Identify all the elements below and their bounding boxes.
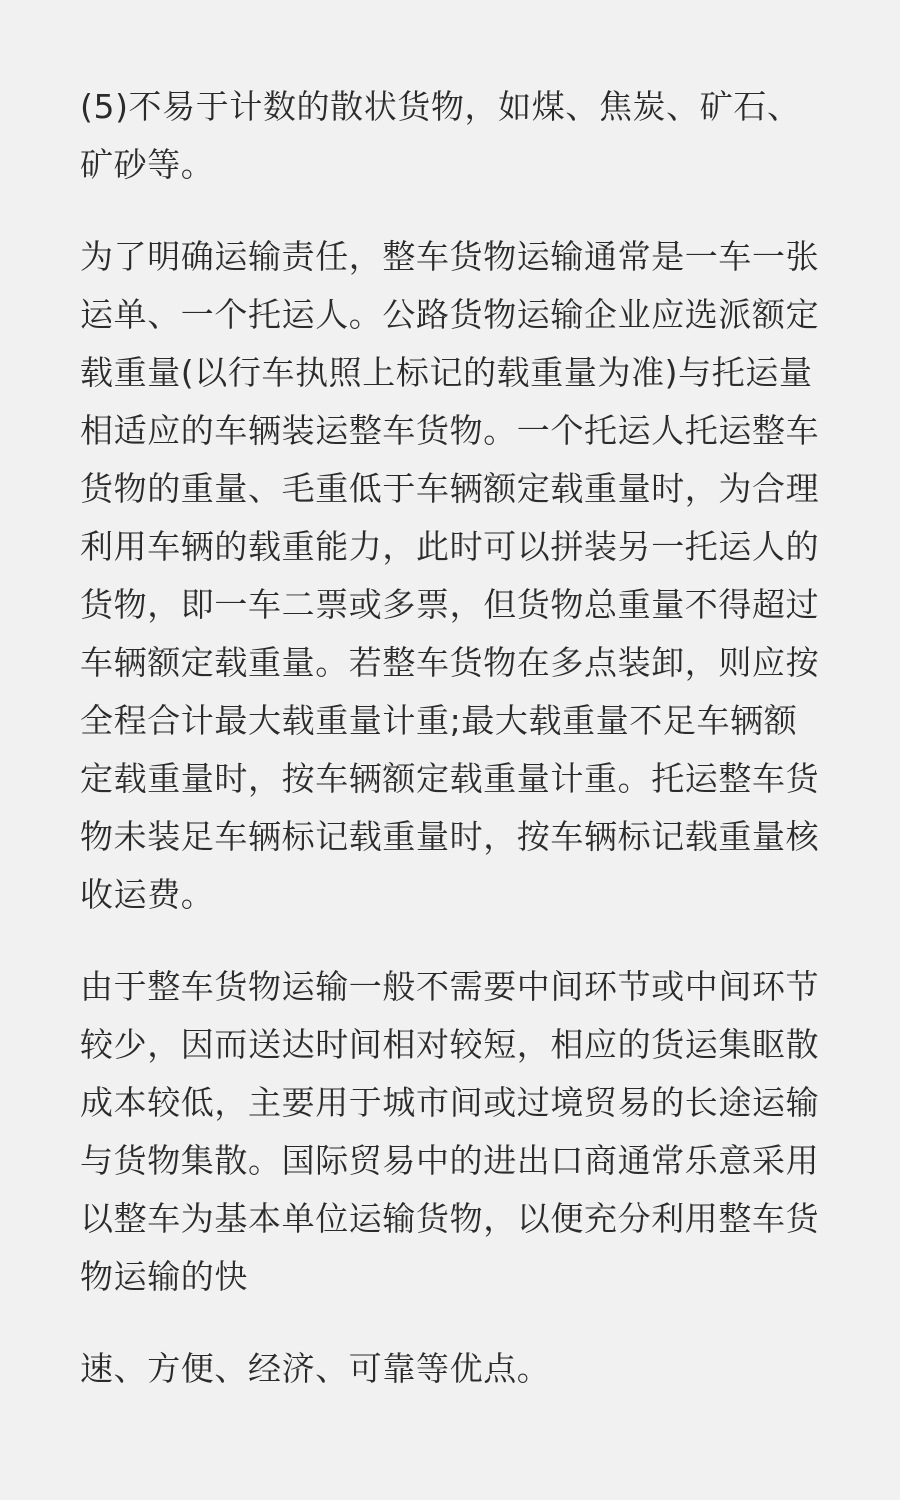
paragraph-line: 以整车为基本单位运输货物，以便充分利用整车货 [80,1199,820,1238]
paragraph-line: 速、方便、经济、可靠等优点。 [80,1349,551,1388]
paragraph-full-truckload-responsibility [80,228,825,924]
paragraph-line: 收运费。 [80,875,215,914]
paragraph-line: 货物，即一车二票或多票，但货物总重量不得超过 [80,585,820,624]
paragraph-line: 成本较低，主要用于城市间或过境贸易的长途运输 [80,1083,820,1122]
paragraph-line: 与货物集散。国际贸易中的进出口商通常乐意采用 [80,1141,820,1180]
paragraph-line: 全程合计最大载重量计重;最大载重量不足车辆额 [80,701,798,740]
paragraph-advantages-continued [80,1340,825,1398]
paragraph-line: 矿砂等。 [80,145,215,184]
paragraph-line: 为了明确运输责任，整车货物运输通常是一车一张 [80,237,820,276]
paragraph-line: 物运输的快 [80,1257,248,1296]
paragraph-line: 货物的重量、毛重低于车辆额定载重量时，为合理 [80,469,820,508]
paragraph-bulk-goods [80,78,825,194]
paragraph-line: 由于整车货物运输一般不需要中间环节或中间环节 [80,967,820,1006]
paragraph-advantages [80,958,825,1306]
paragraph-line: 利用车辆的载重能力，此时可以拼装另一托运人的 [80,527,820,566]
paragraph-line: 载重量(以行车执照上标记的载重量为准)与托运量 [80,353,813,392]
article-body [80,78,825,1398]
paragraph-line: 较少，因而送达时间相对较短，相应的货运集眍散 [80,1025,820,1064]
paragraph-line: 物未装足车辆标记载重量时，按车辆标记载重量核 [80,817,820,856]
paragraph-line: 车辆额定载重量。若整车货物在多点装卸，则应按 [80,643,820,682]
paragraph-line: 定载重量时，按车辆额定载重量计重。托运整车货 [80,759,820,798]
paragraph-line: (5)不易于计数的散状货物，如煤、焦炭、矿石、 [80,87,801,126]
paragraph-line: 运单、一个托运人。公路货物运输企业应选派额定 [80,295,820,334]
paragraph-line: 相适应的车辆装运整车货物。一个托运人托运整车 [80,411,820,450]
